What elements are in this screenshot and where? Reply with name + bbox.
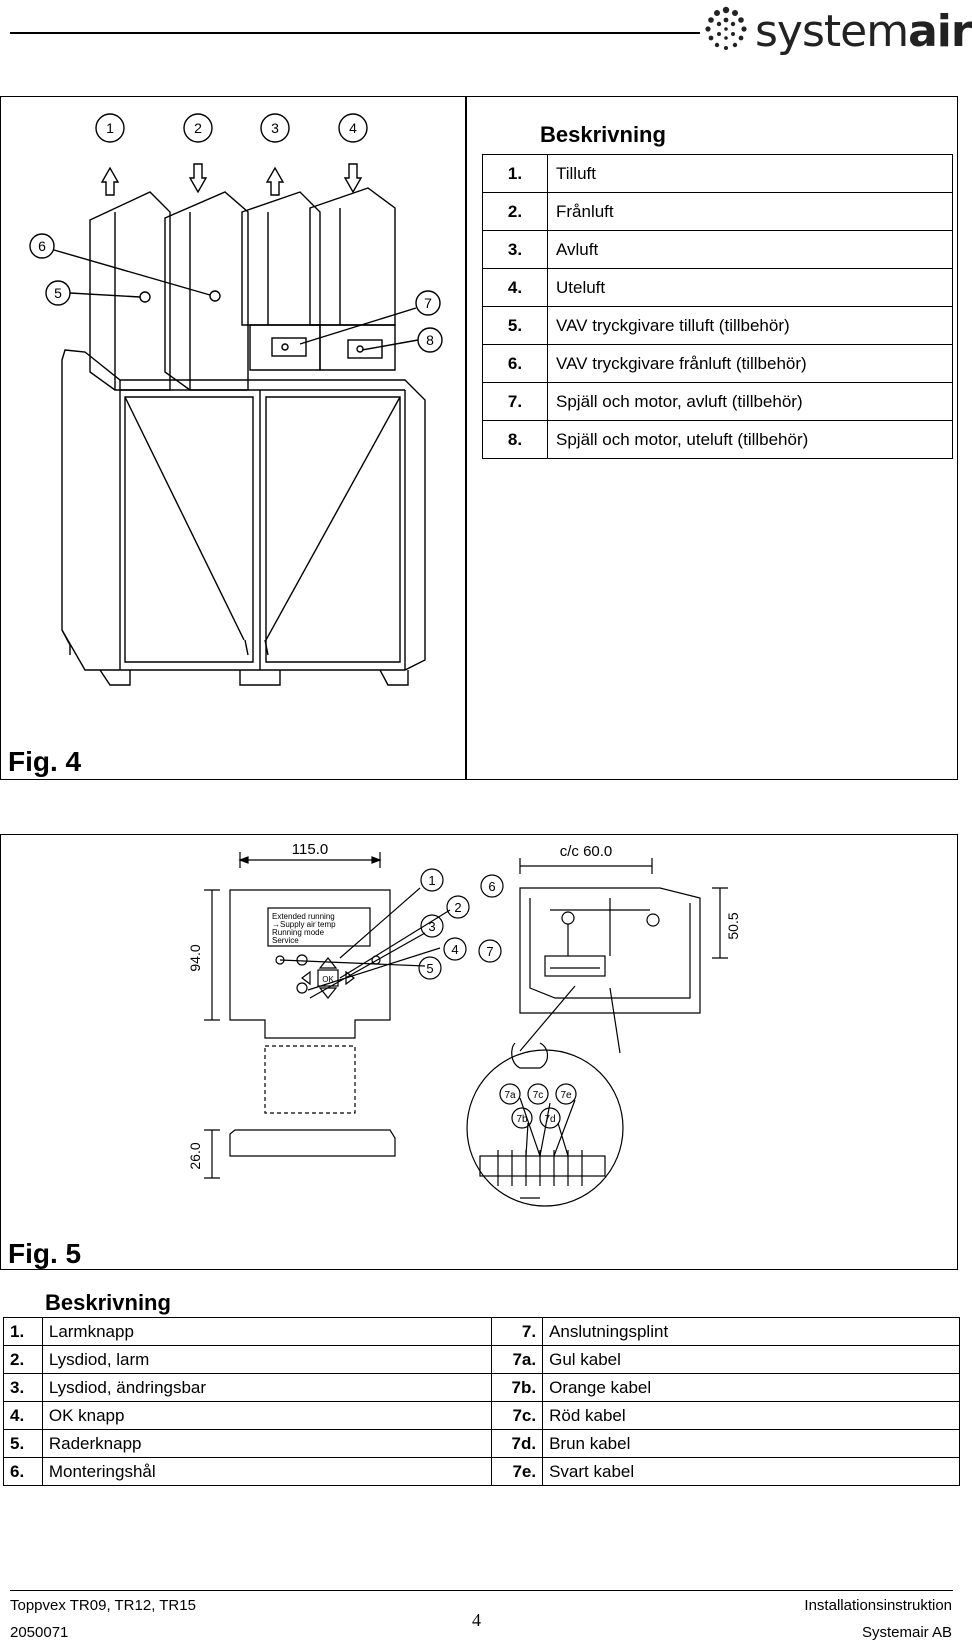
dimension-depth: 26.0 bbox=[187, 1142, 203, 1170]
footer-doc-number: 2050071 bbox=[10, 1624, 69, 1641]
callout-7-label: 7 bbox=[486, 944, 494, 959]
figure-4-label: Fig. 4 bbox=[8, 746, 82, 777]
callout-6-label: 6 bbox=[488, 879, 496, 894]
dimension-side: 50.5 bbox=[725, 912, 741, 940]
footer-doc-type: Installationsinstruktion bbox=[804, 1597, 952, 1614]
callout-1-label: 1 bbox=[106, 120, 114, 136]
table-row: 5. Raderknapp 7d. Brun kabel bbox=[4, 1430, 960, 1458]
callout-4-label: 4 bbox=[451, 942, 459, 957]
callout-7-label: 7 bbox=[424, 295, 432, 311]
table-row: 7. Spjäll och motor, avluft (tillbehör) bbox=[483, 383, 953, 421]
callout-3-label: 3 bbox=[271, 120, 279, 136]
callout-8-label: 8 bbox=[426, 332, 434, 348]
display-line-2: →Supply air temp bbox=[272, 920, 336, 929]
callout-2-label: 2 bbox=[454, 900, 462, 915]
table-row: 8. Spjäll och motor, uteluft (tillbehör) bbox=[483, 421, 953, 459]
figure-5-legend-table bbox=[3, 1317, 960, 1486]
table-row: 5. VAV tryckgivare tilluft (tillbehör) bbox=[483, 307, 953, 345]
display-line-3: Running mode bbox=[272, 928, 325, 937]
figure-4-unit-drawing bbox=[10, 100, 460, 740]
figure-4-divider bbox=[465, 96, 467, 780]
display-line-4: Service bbox=[272, 936, 299, 945]
page-number: 4 bbox=[472, 1610, 481, 1630]
systemair-logo bbox=[700, 4, 972, 57]
table-row: 6. VAV tryckgivare frånluft (tillbehör) bbox=[483, 345, 953, 383]
callout-7d-label: 7d bbox=[544, 1114, 556, 1125]
table-row: 1. Tilluft bbox=[483, 155, 953, 193]
dimension-cc: c/c 60.0 bbox=[559, 843, 613, 860]
figure-5-description-title: Beskrivning bbox=[45, 1290, 171, 1315]
callout-7b-label: 7b bbox=[516, 1114, 528, 1125]
figure-5-control-panel-drawing bbox=[180, 838, 770, 1228]
figure-4-legend-table bbox=[482, 154, 953, 459]
callout-3-label: 3 bbox=[428, 919, 436, 934]
footer-company: Systemair AB bbox=[861, 1624, 952, 1641]
footer-product: Toppvex TR09, TR12, TR15 bbox=[10, 1597, 196, 1614]
logo-wordmark: systemair bbox=[755, 6, 972, 57]
table-row: 3. Lysdiod, ändringsbar 7b. Orange kabel bbox=[4, 1374, 960, 1402]
callout-7e-label: 7e bbox=[560, 1090, 572, 1101]
callout-7c-label: 7c bbox=[532, 1090, 544, 1101]
header-rule bbox=[10, 32, 700, 34]
dimension-width: 115.0 bbox=[291, 841, 329, 858]
callout-6-label: 6 bbox=[38, 238, 46, 254]
table-row: 4. OK knapp 7c. Röd kabel bbox=[4, 1402, 960, 1430]
dimension-height: 94.0 bbox=[187, 944, 203, 972]
figure-5-label: Fig. 5 bbox=[8, 1238, 82, 1269]
display-line-1: Extended running bbox=[272, 912, 335, 921]
callout-2-label: 2 bbox=[194, 120, 202, 136]
callout-5-label: 5 bbox=[426, 961, 434, 976]
table-row: 3. Avluft bbox=[483, 231, 953, 269]
table-row: 4. Uteluft bbox=[483, 269, 953, 307]
table-row: 2. Lysdiod, larm 7a. Gul kabel bbox=[4, 1346, 960, 1374]
table-row: 6. Monteringshål 7e. Svart kabel bbox=[4, 1458, 960, 1486]
callout-5-label: 5 bbox=[54, 285, 62, 301]
callout-1-label: 1 bbox=[428, 873, 436, 888]
table-row: 2. Frånluft bbox=[483, 193, 953, 231]
callout-4-label: 4 bbox=[349, 120, 357, 136]
ok-button-label: OK bbox=[322, 975, 334, 984]
callout-7a-label: 7a bbox=[504, 1090, 516, 1101]
table-row: 1. Larmknapp 7. Anslutningsplint bbox=[4, 1318, 960, 1346]
footer-rule bbox=[10, 1590, 953, 1591]
logo-dots-icon bbox=[700, 4, 752, 54]
figure-4-description-title: Beskrivning bbox=[540, 122, 666, 147]
